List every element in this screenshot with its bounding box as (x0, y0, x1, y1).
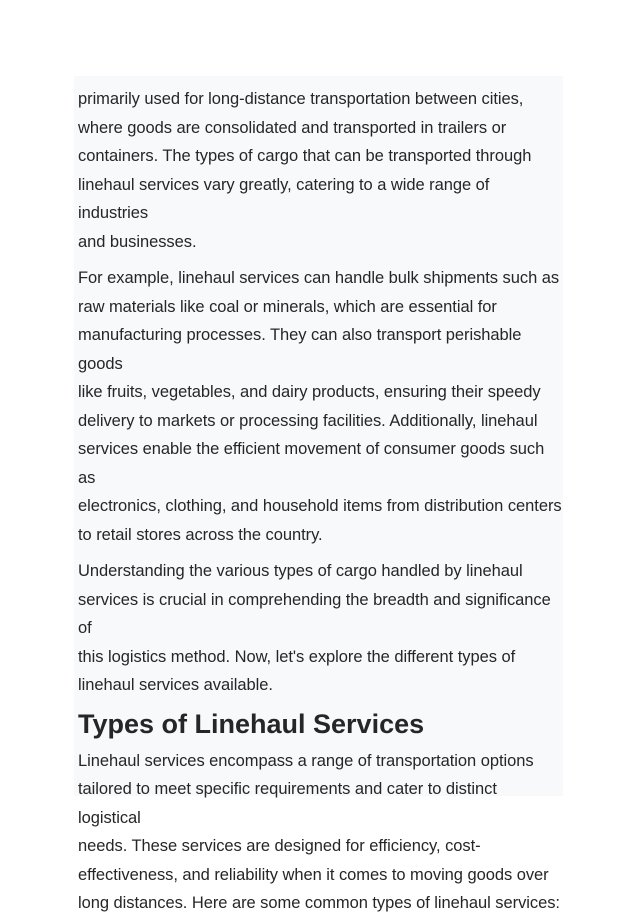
paragraph-cargo-intro: primarily used for long-distance transportation between cities, where goods are consolidated and transported in trailers or containers. The types of cargo that can be transported through linehaul services vary greatly, catering to a wide range of industries and businesses. (78, 90, 532, 251)
paragraph-cargo-examples: For example, linehaul services can handle bulk shipments such as raw materials like coal or minerals, which are essential for manufacturing processes. They can also transport perishable goods like fruits, vegetables, and dairy products, ensuring their speedy delivery to markets or processing facilities. Additionally, linehaul services enable the efficient movement of consumer goods such as electronics, clothing, and household items from distribution centers to retail stores across the country. (78, 269, 562, 544)
article-body (78, 85, 563, 918)
section-heading: Types of Linehaul Services (78, 708, 425, 739)
paragraph-cargo-summary: Understanding the various types of cargo handled by linehaul services is crucial in comprehending the breadth and significance of this logistics method. Now, let's explore the different types of linehaul services available. (78, 562, 551, 694)
paragraph-services-intro: Linehaul services encompass a range of transportation options tailored to meet specific requirements and cater to distinct logistical needs. These services are designed for efficiency, cost- effectiveness, and reliability when it comes to moving goods over long distances. Here are some common types of linehaul services: (78, 751, 560, 912)
